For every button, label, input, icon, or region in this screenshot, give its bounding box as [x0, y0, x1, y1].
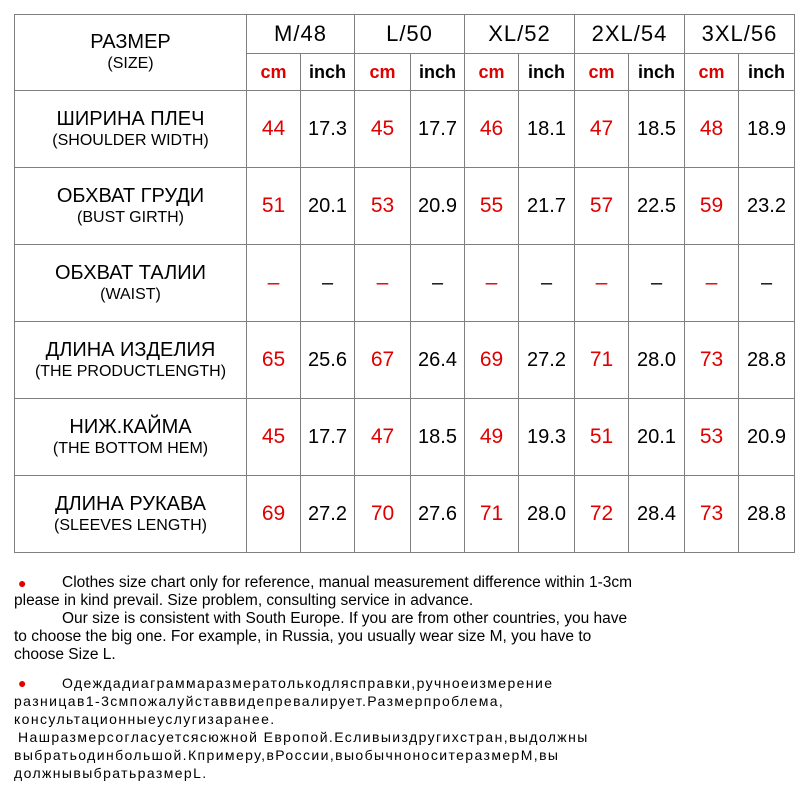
row-label-ru: НИЖ.КАЙМА: [69, 416, 192, 438]
size-corner-header: [15, 15, 247, 91]
unit-cm: cm: [575, 54, 629, 91]
measurement-row: [15, 245, 795, 322]
value-cm: 73: [685, 476, 739, 553]
value-cm: –: [465, 245, 519, 322]
row-label-ru: ОБХВАТ ТАЛИИ: [54, 262, 206, 284]
value-inch: 18.5: [629, 91, 685, 168]
value-inch: 19.3: [519, 399, 575, 476]
value-inch: 22.5: [629, 168, 685, 245]
value-inch: 20.1: [629, 399, 685, 476]
note-english: [14, 574, 794, 664]
value-cm: 70: [355, 476, 411, 553]
value-cm: 53: [355, 168, 411, 245]
row-label-ru: ДЛИНА ИЗДЕЛИЯ: [45, 339, 216, 361]
row-label: [15, 322, 247, 399]
measurement-row: [15, 168, 795, 245]
value-inch: 20.9: [411, 168, 465, 245]
note-en-line: please in kind prevail. Size problem, consulting service in advance.: [14, 592, 474, 609]
value-cm: 45: [247, 399, 301, 476]
value-cm: –: [575, 245, 629, 322]
value-cm: 48: [685, 91, 739, 168]
unit-inch: inch: [301, 54, 355, 91]
value-inch: 17.7: [301, 399, 355, 476]
value-cm: 71: [575, 322, 629, 399]
value-cm: 65: [247, 322, 301, 399]
measurement-row: [15, 91, 795, 168]
value-inch: 28.0: [519, 476, 575, 553]
value-cm: –: [685, 245, 739, 322]
value-inch: –: [519, 245, 575, 322]
note-ru-line: Одеждадиаграммаразмератолькодлясправки,ручноеизмерение: [62, 675, 554, 691]
size-header-xl: XL/52: [465, 15, 575, 54]
value-inch: –: [411, 245, 465, 322]
value-inch: 28.4: [629, 476, 685, 553]
size-header-l: L/50: [355, 15, 465, 54]
value-cm: 57: [575, 168, 629, 245]
value-inch: 28.8: [739, 322, 795, 399]
note-russian: [14, 674, 794, 782]
note-ru-line: выбратьодинбольшой.Кпримеру,вРоссии,выобычноноситеразмерM,вы: [14, 747, 560, 763]
row-label-en: (BUST GIRTH): [77, 209, 184, 226]
unit-inch: inch: [629, 54, 685, 91]
value-cm: 71: [465, 476, 519, 553]
value-cm: 45: [355, 91, 411, 168]
unit-inch: inch: [519, 54, 575, 91]
row-label-ru: ОБХВАТ ГРУДИ: [56, 185, 205, 207]
value-cm: 69: [465, 322, 519, 399]
value-cm: –: [247, 245, 301, 322]
value-inch: 28.8: [739, 476, 795, 553]
value-inch: 21.7: [519, 168, 575, 245]
value-inch: 18.1: [519, 91, 575, 168]
value-cm: 67: [355, 322, 411, 399]
note-ru-line: Нашразмерсогласуетсясюжной Европой.Есливыиздругихстран,выдолжны: [18, 729, 589, 745]
value-cm: 47: [355, 399, 411, 476]
value-cm: 53: [685, 399, 739, 476]
size-label-ru: РАЗМЕР: [90, 30, 171, 53]
row-label-en: (THE BOTTOM HEM): [52, 440, 209, 457]
row-label: [15, 476, 247, 553]
value-cm: 69: [247, 476, 301, 553]
unit-cm: cm: [685, 54, 739, 91]
size-header-m: M/48: [247, 15, 355, 54]
size-header-2xl: 2XL/54: [575, 15, 685, 54]
notes-section: [14, 574, 794, 782]
value-cm: 44: [247, 91, 301, 168]
size-label-en: (SIZE): [107, 54, 154, 72]
unit-inch: inch: [411, 54, 465, 91]
row-label-en: (SHOULDER WIDTH): [52, 132, 209, 149]
value-cm: 47: [575, 91, 629, 168]
unit-cm: cm: [247, 54, 301, 91]
row-label-en: (SLEEVES LENGTH): [54, 517, 207, 534]
row-label-en: (THE PRODUCTLENGTH): [34, 363, 227, 380]
value-inch: 20.9: [739, 399, 795, 476]
row-label: [15, 399, 247, 476]
size-header-3xl: 3XL/56: [685, 15, 795, 54]
row-label: [15, 168, 247, 245]
size-chart-table: [14, 14, 795, 553]
value-cm: 51: [575, 399, 629, 476]
value-inch: –: [301, 245, 355, 322]
unit-inch: inch: [739, 54, 795, 91]
row-label-ru: ДЛИНА РУКАВА: [55, 493, 206, 515]
measurement-row: [15, 476, 795, 553]
bullet-icon: ●: [18, 675, 28, 691]
note-ru-line: должнывыбратьразмерL.: [14, 765, 208, 781]
value-inch: 26.4: [411, 322, 465, 399]
value-cm: 59: [685, 168, 739, 245]
value-inch: –: [629, 245, 685, 322]
value-cm: 49: [465, 399, 519, 476]
value-inch: 17.3: [301, 91, 355, 168]
value-inch: 18.9: [739, 91, 795, 168]
value-inch: 25.6: [301, 322, 355, 399]
note-en-line: Clothes size chart only for reference, manual measurement difference within 1-3cm: [62, 574, 633, 591]
value-cm: 72: [575, 476, 629, 553]
value-inch: 27.2: [519, 322, 575, 399]
unit-cm: cm: [355, 54, 411, 91]
value-cm: 55: [465, 168, 519, 245]
row-label: [15, 245, 247, 322]
value-inch: 28.0: [629, 322, 685, 399]
value-inch: 20.1: [301, 168, 355, 245]
value-inch: 18.5: [411, 399, 465, 476]
row-label-en: (WAIST): [100, 286, 161, 303]
measurement-row: [15, 322, 795, 399]
value-cm: 46: [465, 91, 519, 168]
note-en-line: to choose the big one. For example, in Russia, you usually wear size M, you have to: [14, 628, 592, 645]
value-inch: 17.7: [411, 91, 465, 168]
value-cm: 73: [685, 322, 739, 399]
unit-cm: cm: [465, 54, 519, 91]
measurement-row: [15, 399, 795, 476]
value-cm: –: [355, 245, 411, 322]
note-en-line: choose Size L.: [14, 646, 116, 663]
note-ru-line: разницав1-3смпожалуйставвидепревалирует.Размерпроблема,: [14, 693, 505, 709]
note-ru-line: консультационныеуслугизаранее.: [14, 711, 276, 727]
value-inch: –: [739, 245, 795, 322]
value-inch: 23.2: [739, 168, 795, 245]
bullet-icon: ●: [18, 575, 27, 591]
row-label-ru: ШИРИНА ПЛЕЧ: [56, 108, 205, 130]
value-inch: 27.6: [411, 476, 465, 553]
value-inch: 27.2: [301, 476, 355, 553]
row-label: [15, 91, 247, 168]
value-cm: 51: [247, 168, 301, 245]
note-en-line: Our size is consistent with South Europe. If you are from other countries, you have: [62, 610, 628, 627]
